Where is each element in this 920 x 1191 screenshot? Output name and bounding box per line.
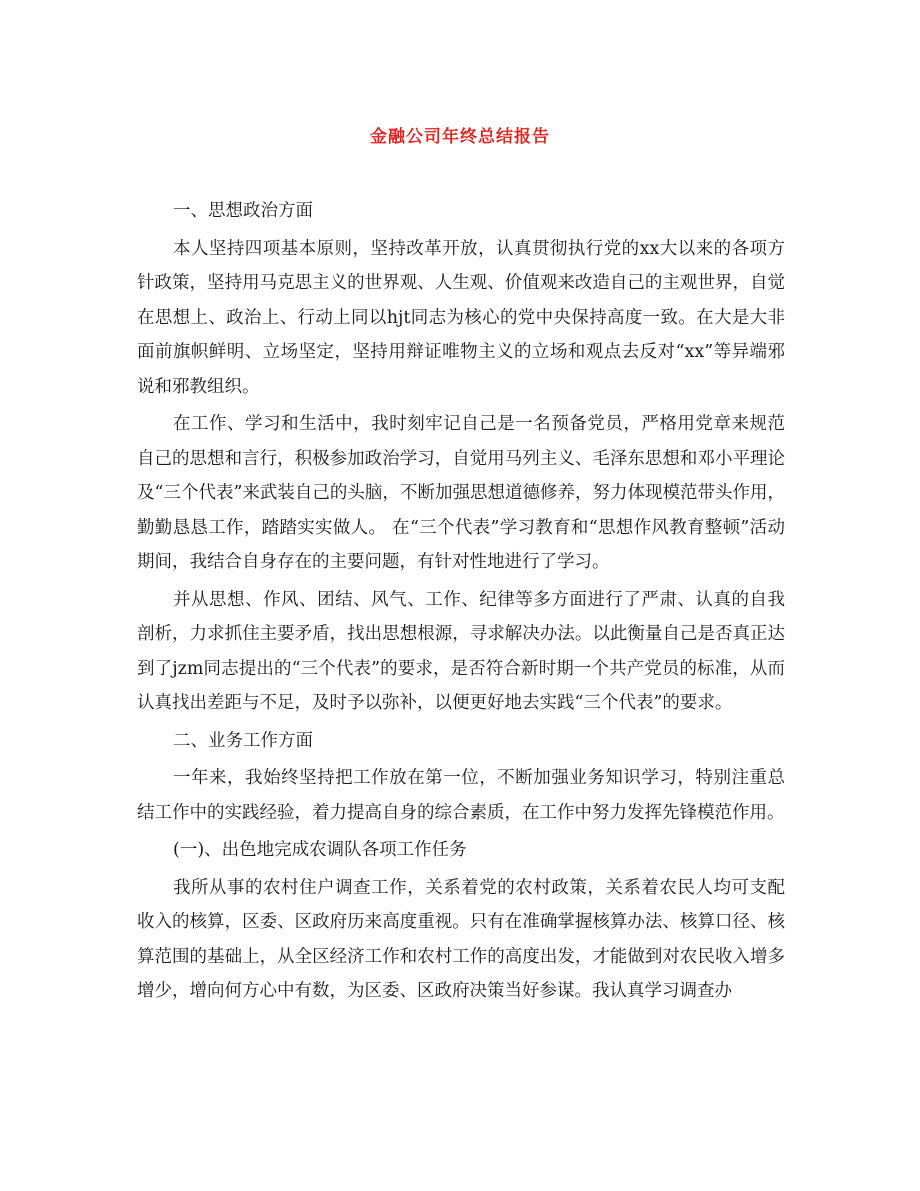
section-heading-1: 一、思想政治方面 xyxy=(173,201,313,221)
section-heading-2: 二、业务工作方面 xyxy=(173,730,313,751)
paragraph: 在工作、学习和生活中，我时刻牢记自己是一名预备党员，严格用党章来规范自己的思想和言行，积极参加政治学习，自觉用马列主义、毛泽东思想和邓小平理论及“三个代表”来武装自己的头脑，不断加强思想道德修养，努力体现模范带头作用，勤勤恳恳工作，踏踏实实做人。 在“三个代表”学习教育和“思想作风教育整顿”活动期间，我结合自身存在的主要问题，有针对性地进行了学习。 xyxy=(137,414,785,572)
document-body xyxy=(137,194,785,1012)
paragraph: 并从思想、作风、团结、风气、工作、纪律等多方面进行了严肃、认真的自我剖析，力求抓住主要矛盾，找出思想根源，寻求解决办法。以此衡量自己是否真正达到了jzm同志提出的“三个代表”的要求，是否符合新时期一个共产党员的标准，从而认真找出差距与不足，及时予以弥补，以便更好地去实践“三个代表”的要求。 xyxy=(137,589,785,713)
paragraph: 我所从事的农村住户调查工作，关系着党的农村政策，关系着农民人均可支配收入的核算，区委、区政府历来高度重视。只有在准确掌握核算办法、核算口径、核算范围的基础上，从全区经济工作和农村工作的高度出发，才能做到对农民收入增多增少，增向何方心中有数，为区委、区政府决策当好参谋。我认真学习调查办 xyxy=(137,877,785,1001)
document-title: 金融公司年终总结报告 xyxy=(370,127,550,147)
subsection-heading-1: (一)、出色地完成农调队各项工作任务 xyxy=(173,840,467,860)
paragraph: 一年来，我始终坚持把工作放在第一位，不断加强业务知识学习，特别注重总结工作中的实践经验，着力提高自身的综合素质，在工作中努力发挥先锋模范作用。 xyxy=(137,768,785,823)
paragraph: 本人坚持四项基本原则，坚持改革开放，认真贯彻执行党的xx大以来的各项方针政策，坚持用马克思主义的世界观、人生观、价值观来改造自己的主观世界，自觉在思想上、政治上、行动上同以hjt同志为核心的党中央保持高度一致。在大是大非面前旗帜鲜明、立场坚定，坚持用辩证唯物主义的立场和观点去反对“xx”等异端邪说和邪教组织。 xyxy=(137,238,785,397)
